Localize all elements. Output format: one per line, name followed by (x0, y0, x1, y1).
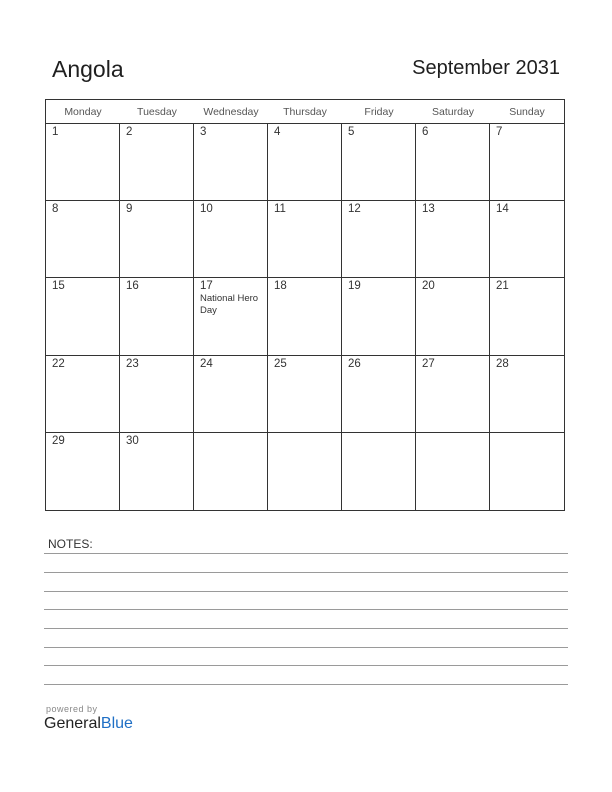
date-number: 29 (52, 434, 65, 447)
brand-name (44, 715, 133, 733)
date-number: 15 (52, 280, 65, 293)
notes-line (44, 684, 568, 685)
day-cell (120, 201, 194, 278)
day-cell (46, 201, 120, 278)
notes-line (44, 572, 568, 573)
weekday-tuesday: Tuesday (137, 106, 177, 118)
weekday-monday: Monday (64, 106, 102, 118)
day-cell (490, 124, 564, 201)
date-number: 5 (348, 126, 355, 138)
day-cell (120, 433, 194, 510)
weekday-thursday: Thursday (283, 106, 327, 118)
day-cell (194, 356, 268, 433)
date-number: 13 (422, 203, 435, 216)
day-cell (342, 433, 416, 510)
day-cell (490, 356, 564, 433)
day-cell (342, 356, 416, 433)
day-cell (268, 201, 342, 278)
date-number: 28 (496, 357, 509, 370)
day-cell (46, 356, 120, 433)
day-cell (194, 201, 268, 278)
brand-blue: Blue (100, 715, 133, 732)
powered-by-text: powered by (46, 704, 98, 714)
date-number: 10 (200, 203, 213, 216)
date-number: 8 (52, 203, 59, 216)
notes-line (44, 628, 568, 629)
notes-label: NOTES: (48, 537, 93, 551)
date-number: 4 (274, 126, 281, 138)
day-cell (120, 278, 194, 355)
day-cell (268, 433, 342, 510)
date-number: 7 (496, 126, 503, 138)
day-cell (416, 356, 490, 433)
day-cell (416, 201, 490, 278)
day-cell (490, 278, 564, 355)
weeks-grid (46, 124, 564, 510)
day-cell (416, 433, 490, 510)
day-cell (416, 124, 490, 201)
date-number: 2 (126, 126, 133, 138)
day-cell (490, 201, 564, 278)
notes-line (44, 647, 568, 648)
date-number: 25 (274, 357, 287, 370)
date-number: 26 (348, 357, 361, 370)
date-number: 1 (52, 126, 59, 138)
day-cell (120, 124, 194, 201)
weekday-saturday: Saturday (431, 106, 475, 118)
date-number: 30 (126, 434, 139, 447)
notes-line (44, 609, 568, 610)
day-cell (120, 356, 194, 433)
date-number: 12 (348, 203, 361, 216)
date-number: 24 (200, 357, 213, 370)
date-number: 6 (422, 126, 429, 138)
date-number: 3 (200, 126, 207, 138)
weekday-wednesday: Wednesday (203, 106, 259, 118)
notes-line (44, 591, 568, 592)
day-cell (46, 278, 120, 355)
date-number: 19 (348, 280, 361, 293)
date-number: 11 (274, 203, 286, 216)
day-cell (46, 433, 120, 510)
date-number: 17 (200, 280, 213, 293)
day-cell (490, 433, 564, 510)
day-cell (46, 124, 120, 201)
date-number: 16 (126, 280, 139, 293)
day-cell (268, 278, 342, 355)
day-cell (194, 124, 268, 201)
weekday-sunday: Sunday (509, 106, 545, 118)
day-cell (342, 278, 416, 355)
date-number: 14 (496, 203, 509, 216)
brand-general: General (44, 715, 101, 732)
day-cell (194, 278, 268, 355)
day-cell (416, 278, 490, 355)
date-number: 18 (274, 280, 287, 293)
date-number: 22 (52, 357, 65, 370)
day-cell (268, 124, 342, 201)
notes-line (44, 665, 568, 666)
weekday-header-row (46, 100, 564, 124)
day-cell (342, 201, 416, 278)
date-number: 21 (496, 280, 509, 293)
date-number: 9 (126, 203, 133, 216)
date-number: 27 (422, 357, 435, 370)
date-number: 20 (422, 280, 435, 293)
day-cell (268, 356, 342, 433)
date-number: 23 (126, 357, 139, 370)
holiday-label: National Hero Day (200, 293, 259, 317)
weekday-friday: Friday (364, 106, 394, 118)
calendar-grid (45, 99, 565, 511)
country-title: Angola (52, 56, 124, 82)
day-cell (342, 124, 416, 201)
brand-logo (44, 704, 133, 733)
month-title: September 2031 (412, 57, 560, 79)
day-cell (194, 433, 268, 510)
notes-line (44, 553, 568, 554)
